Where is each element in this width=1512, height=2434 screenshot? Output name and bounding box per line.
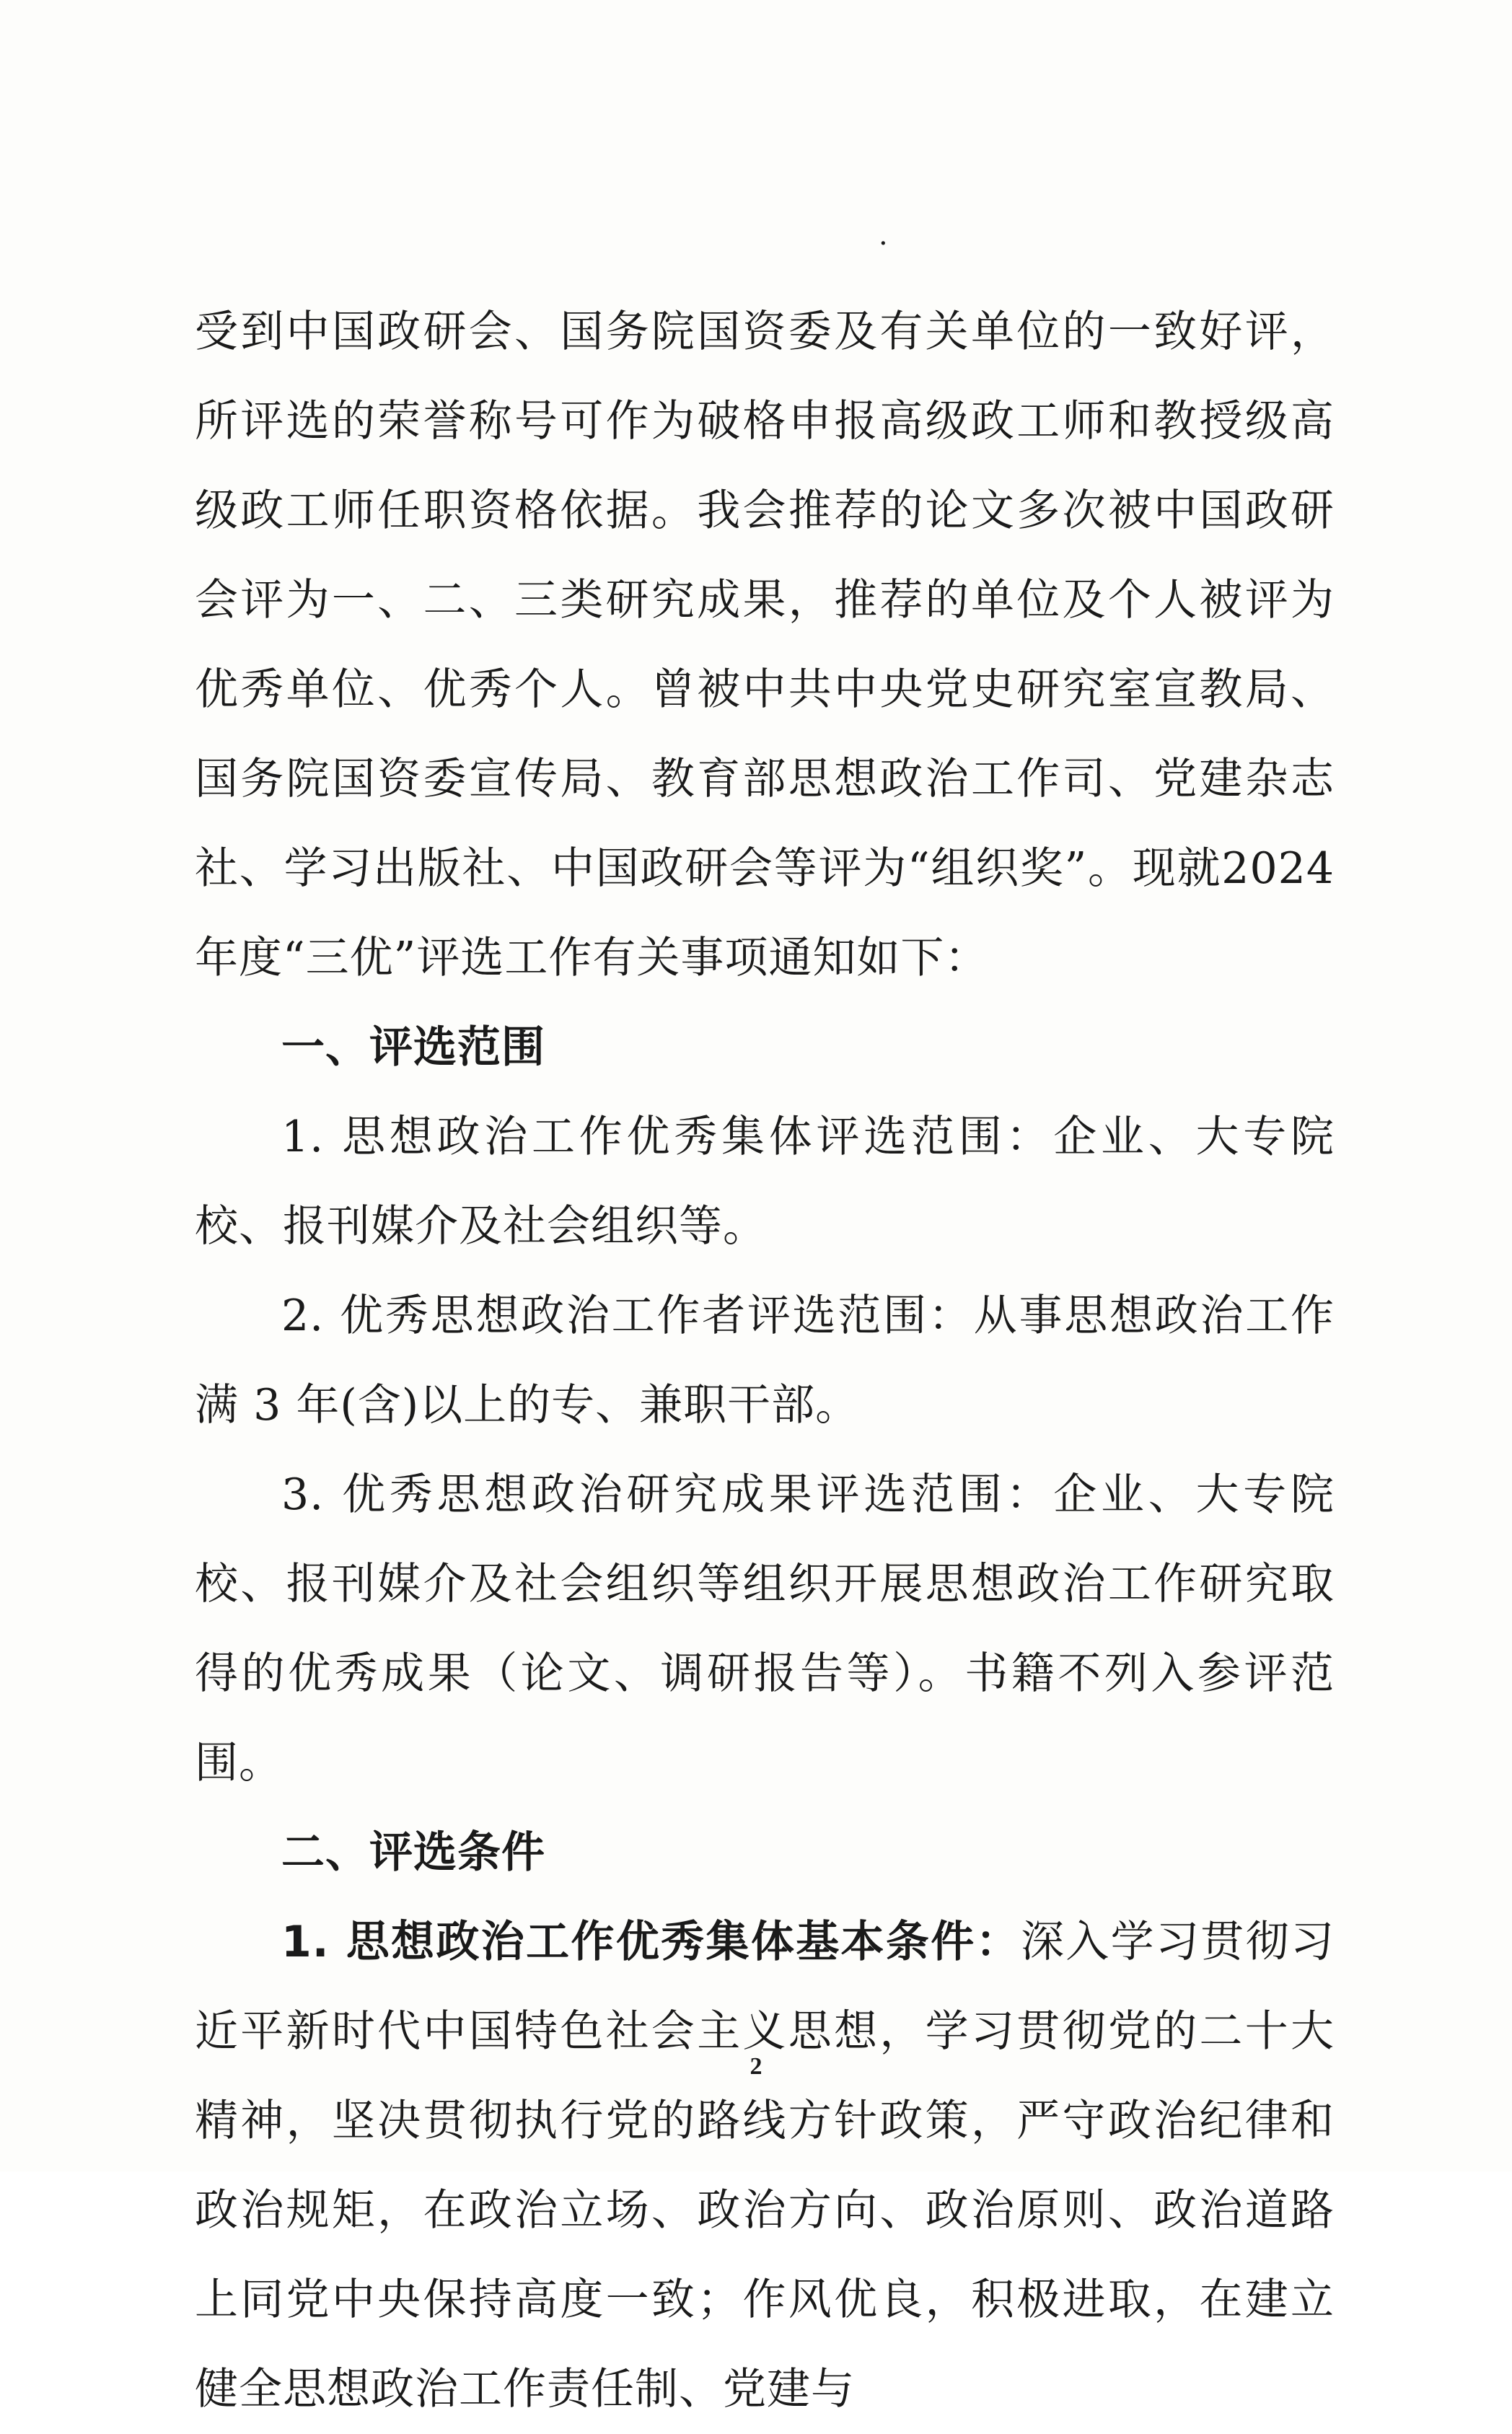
document-body bbox=[195, 287, 1335, 2434]
section-1-item-1: 1. 思想政治工作优秀集体评选范围：企业、大专院校、报刊媒介及社会组织等。 bbox=[195, 1112, 1335, 1252]
intro-paragraph: 受到中国政研会、国务院国资委及有关单位的一致好评，所评选的荣誉称号可作为破格申报高级政工师和教授级高级政工师任职资格依据。我会推荐的论文多次被中国政研会评为一、二、三类研究成果，推荐的单位及个人被评为优秀单位、优秀个人。曾被中共中央党史研究室宣教局、国务院国资委宣传局、教育部思想政治工作司、党建杂志社、学习出版社、中国政研会等评为“组织奖”。现就2024年度“三优”评选工作有关事项通知如下： bbox=[195, 307, 1335, 983]
section-2-title: 二、评选条件 bbox=[281, 1827, 545, 1878]
section-2-item-1-body: 深入学习贯彻习近平新时代中国特色社会主义思想，学习贯彻党的二十大精神，坚决贯彻执行党的路线方针政策，严守政治纪律和政治规矩，在政治立场、政治方向、政治原则、政治道路上同党中央保持高度一致；作风优良，积极进取，在建立健全思想政治工作责任制、党建与 bbox=[195, 1917, 1335, 2415]
section-2-item-1-lead: 1. 思想政治工作优秀集体基本条件： bbox=[281, 1917, 1021, 1967]
section-1-item-3: 3. 优秀思想政治研究成果评选范围：企业、大专院校、报刊媒介及社会组织等组织开展思想政治工作研究取得的优秀成果（论文、调研报告等）。书籍不列入参评范围。 bbox=[195, 1469, 1335, 1788]
page-number: 2 bbox=[750, 2053, 762, 2080]
section-1-title: 一、评选范围 bbox=[281, 1022, 545, 1073]
top-mark: · bbox=[879, 227, 888, 260]
section-1-item-2: 2. 优秀思想政治工作者评选范围：从事思想政治工作满 3 年(含)以上的专、兼职干部。 bbox=[195, 1291, 1335, 1431]
section-2-item-1 bbox=[195, 1897, 1335, 2434]
